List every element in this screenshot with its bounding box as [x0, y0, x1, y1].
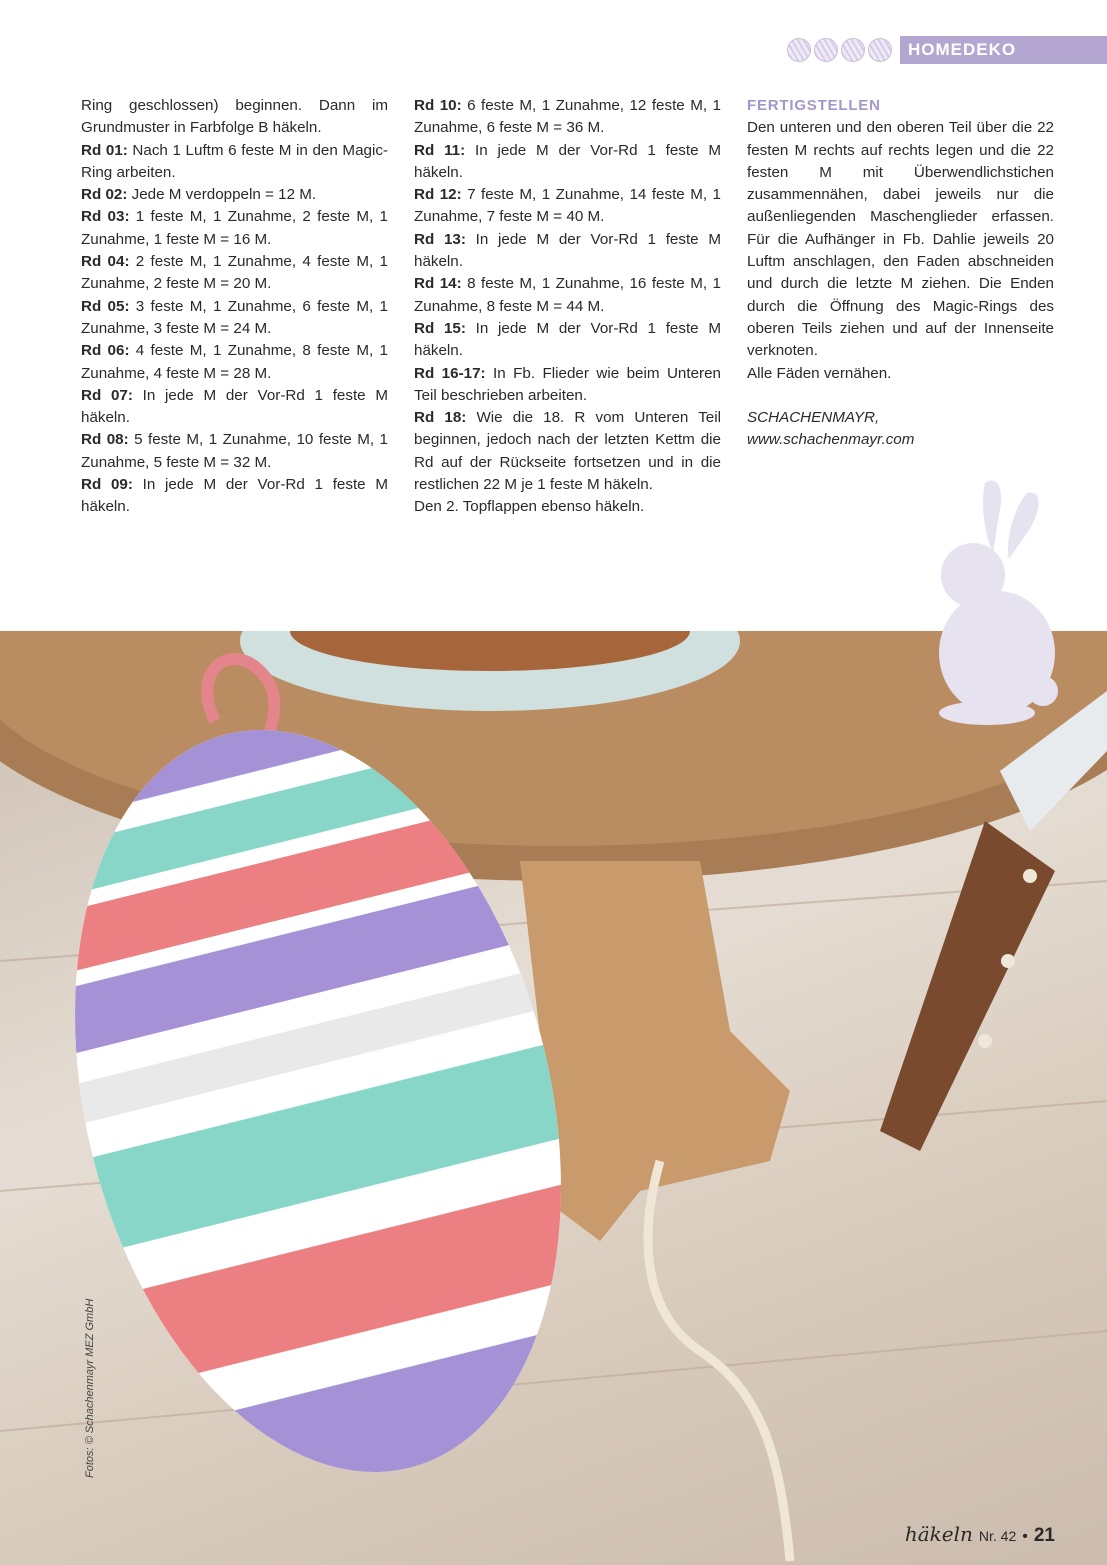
instruction-row: Rd 13: In jede M der Vor-Rd 1 feste M häkeln. — [414, 230, 721, 271]
magazine-name: häkeln — [904, 1522, 973, 1546]
yarn-ball-icon — [868, 38, 892, 62]
text-column-2 — [414, 95, 721, 519]
instruction-row: Rd 16-17: In Fb. Flieder wie beim Unteren Teil beschrieben arbeiten. — [414, 364, 721, 404]
page-number: 21 — [1033, 1525, 1055, 1546]
section-heading: FERTIGSTELLEN — [747, 97, 881, 114]
instruction-row: Rd 03: 1 feste M, 1 Zunahme, 2 feste M, 1 Zunahme, 1 feste M = 16 M. — [81, 208, 388, 248]
text-column-3 — [747, 95, 1054, 451]
yarn-ball-icon — [787, 38, 811, 62]
yarn-ball-icon — [841, 38, 865, 62]
instruction-row: Rd 11: In jede M der Vor-Rd 1 feste M häkeln. — [414, 141, 722, 181]
issue-number: Nr. 42 — [978, 1528, 1017, 1544]
instruction-row: Rd 09: In jede M der Vor-Rd 1 feste M häkeln. — [81, 476, 388, 516]
instruction-row: Rd 08: 5 feste M, 1 Zunahme, 10 feste M, 1 Zunahme, 5 feste M = 32 M. — [81, 431, 388, 471]
photo-illustration — [0, 631, 1107, 1565]
signoff-name: SCHACHENMAYR, — [747, 408, 880, 426]
instruction-row: Rd 05: 3 feste M, 1 Zunahme, 6 feste M, 1 Zunahme, 3 feste M = 24 M. — [81, 297, 388, 337]
instruction-row: Rd 07: In jede M der Vor-Rd 1 feste M häkeln. — [81, 386, 388, 427]
paragraph: Den unteren und den oberen Teil über die 22 festen M rechts auf rechts legen und die 22 festen M mit Überwendlichstichen zusammennähen, dabei jeweils nur die außenliegenden Maschenglieder erfassen. Für die Aufhänger in Fb. Dahlie jeweils 20 Luftm anschlagen, den Faden abschneiden und durch die letzte M ziehen. Die Enden durch die Öffnung des Magic-Rings des oberen Teils ziehen und auf der Innenseite verknoten. — [747, 119, 1054, 360]
section-header — [787, 36, 1107, 64]
instruction-row: Rd 01: Nach 1 Luftm 6 feste M in den Magic-Ring arbeiten. — [81, 141, 388, 181]
paragraph: Alle Fäden vernähen. — [747, 364, 892, 382]
instruction-row: Rd 02: Jede M verdoppeln = 12 M. — [81, 186, 317, 204]
signoff-url: www.schachenmayr.com — [747, 431, 915, 449]
instruction-row: Ring geschlossen) beginnen. Dann im Grundmuster in Farbfolge B häkeln. — [81, 97, 388, 137]
instruction-row: Rd 18: Wie die 18. R vom Unteren Teil beginnen, jedoch nach der letzten Kettm die Rd auf der Rückseite fortsetzen und in die restlichen 22 M je 1 feste M häkeln. — [414, 409, 721, 494]
section-tag: HOMEDEKO — [900, 36, 1107, 64]
yarn-ball-icon — [814, 38, 838, 62]
instruction-row: Rd 06: 4 feste M, 1 Zunahme, 8 feste M, 1 Zunahme, 4 feste M = 28 M. — [81, 342, 388, 382]
photo-credit: Fotos: © Schachenmayr MEZ GmbH — [84, 1298, 96, 1478]
bunny-icon — [925, 475, 1060, 725]
instruction-row: Rd 15: In jede M der Vor-Rd 1 feste M häkeln. — [414, 319, 721, 360]
instruction-row: Rd 04: 2 feste M, 1 Zunahme, 4 feste M, 1 Zunahme, 2 feste M = 20 M. — [81, 253, 388, 293]
instruction-row: Rd 12: 7 feste M, 1 Zunahme, 14 feste M, 1 Zunahme, 7 feste M = 40 M. — [414, 186, 721, 226]
photo-easter-potholder — [0, 631, 1107, 1565]
yarn-icon-row — [787, 38, 892, 62]
text-column-1 — [81, 95, 388, 519]
instruction-row: Rd 14: 8 feste M, 1 Zunahme, 16 feste M, 1 Zunahme, 8 feste M = 44 M. — [414, 275, 721, 315]
page-footer — [905, 1522, 1055, 1547]
footer-separator: • — [1022, 1528, 1028, 1545]
instruction-row: Den 2. Topflappen ebenso häkeln. — [414, 498, 645, 516]
instruction-row: Rd 10: 6 feste M, 1 Zunahme, 12 feste M, 1 Zunahme, 6 feste M = 36 M. — [414, 97, 721, 137]
